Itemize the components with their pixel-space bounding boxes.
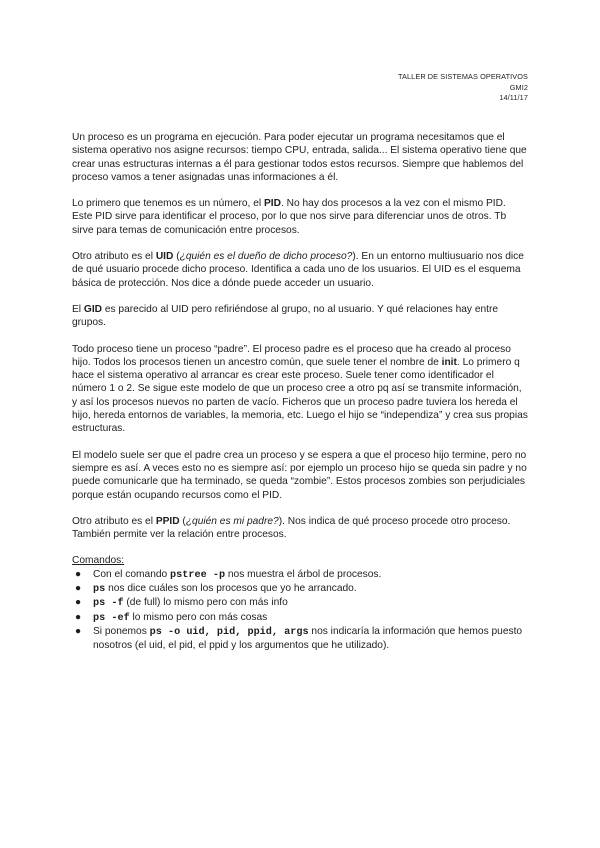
commands-list (72, 568, 528, 653)
document-date: 14/11/17 (499, 93, 528, 102)
list-item: ● ps -f (de full) lo mismo pero con más info (75, 597, 288, 610)
bullet-icon: ● (75, 583, 82, 595)
command-pstree: pstree -p (170, 569, 226, 581)
term-init: init (441, 356, 457, 368)
term-ppid: PPID (155, 515, 180, 527)
term-pid: PID (263, 198, 281, 210)
uid-question: ¿quién es el dueño de dicho proceso? (179, 251, 353, 263)
paragraph-parent-process: Todo proceso tiene un proceso “padre”. El proceso padre es el proceso que ha creado al proceso hijo. Todos los procesos tienen un ancestro común, que suele tener el nombre de init. Lo primero q hace el sistema operativo al arrancar es crear este proceso. Suele tener como identificador el número 1 o 2. Se sigue este modelo de que un proceso cree a otro pq así se transmite información, y así los procesos nuevos no parten de vacío. Ficheros que un proceso padre tuviera los hereda el hijo, hereda entornos de variables, la memoria, etc. Luego el hijo se “independiza” y crea sus propias estructuras. (72, 343, 528, 435)
ppid-question: ¿quién es mi padre? (185, 515, 279, 527)
paragraph-zombie: El modelo suele ser que el padre crea un proceso y se espera a que el proceso hijo termine, pero no siempre es así. A veces esto no es siempre así: por ejemplo un proceso hijo se queda sin padre y no puede comunicarle que ha terminado, se queda “zombie”. Estos procesos zombies son perjudiciales porque están ocupando recursos como el PID. (72, 449, 527, 501)
command-ps: ps (93, 584, 106, 596)
course-title: TALLER DE SISTEMAS OPERATIVOS (398, 72, 528, 81)
paragraph-ppid: Otro atributo es el PPID (¿quién es mi padre?). Nos indica de qué proceso procede otro proceso. También permite ver la relación entre procesos. (72, 515, 511, 541)
bullet-icon: ● (75, 625, 82, 637)
bullet-icon: ● (75, 597, 82, 609)
paragraph-process-intro: Un proceso es un programa en ejecución. Para poder ejecutar un programa necesitamos que el sistema operativo nos asigne recursos: tiempo CPU, entrada, salida... El sistema operativo tiene que crear unas estructuras internas a él para gestionar todos estos recursos. Siempre que hablemos del proceso vamos a tener asignadas unas informaciones a él. (72, 132, 527, 183)
term-gid: GID (83, 303, 103, 315)
document-body (72, 131, 528, 653)
commands-heading: Comandos: (72, 555, 125, 567)
group-code: GMI2 (509, 82, 528, 92)
command-ps-ef: ps -ef (93, 612, 130, 624)
list-item: ● ps -ef lo mismo pero con más cosas (75, 611, 268, 624)
paragraph-uid: Otro atributo es el UID (¿quién es el dueño de dicho proceso?). En un entorno multiusuario nos dice de qué usuario procede dicho proceso. Identifica a cada uno de los usuarios. El UID es el esquema básica de protección. Nos dice a dónde puede acceder un usuario. (72, 251, 524, 289)
paragraph-pid: Lo primero que tenemos es un número, el PID. No hay dos procesos a la vez con el mismo PID. Este PID sirve para identificar el proceso, por lo que nos sirve para diferenciar unos de otros. Tb sirve para temas de comunicación entre procesos. (72, 198, 507, 236)
list-item: ● ps nos dice cuáles son los procesos que yo he arrancado. (75, 583, 357, 596)
list-item: ● Con el comando pstree -p nos muestra el árbol de procesos. (75, 568, 382, 581)
bullet-icon: ● (75, 568, 82, 580)
list-item: ● Si ponemos ps -o uid, pid, ppid, args nos indicaría la información que hemos puesto nosotros (el uid, el pid, el ppid y los argumentos que he utilizado). (75, 625, 523, 652)
bullet-icon: ● (75, 611, 82, 623)
command-ps-o: ps -o uid, pid, ppid, args (149, 626, 309, 638)
paragraph-gid: El GID es parecido al UID pero refiriéndose al grupo, no al usuario. Y qué relaciones hay entre grupos. (72, 303, 499, 329)
command-ps-f: ps -f (93, 598, 124, 610)
term-uid: UID (155, 251, 174, 263)
document-header (398, 72, 528, 104)
